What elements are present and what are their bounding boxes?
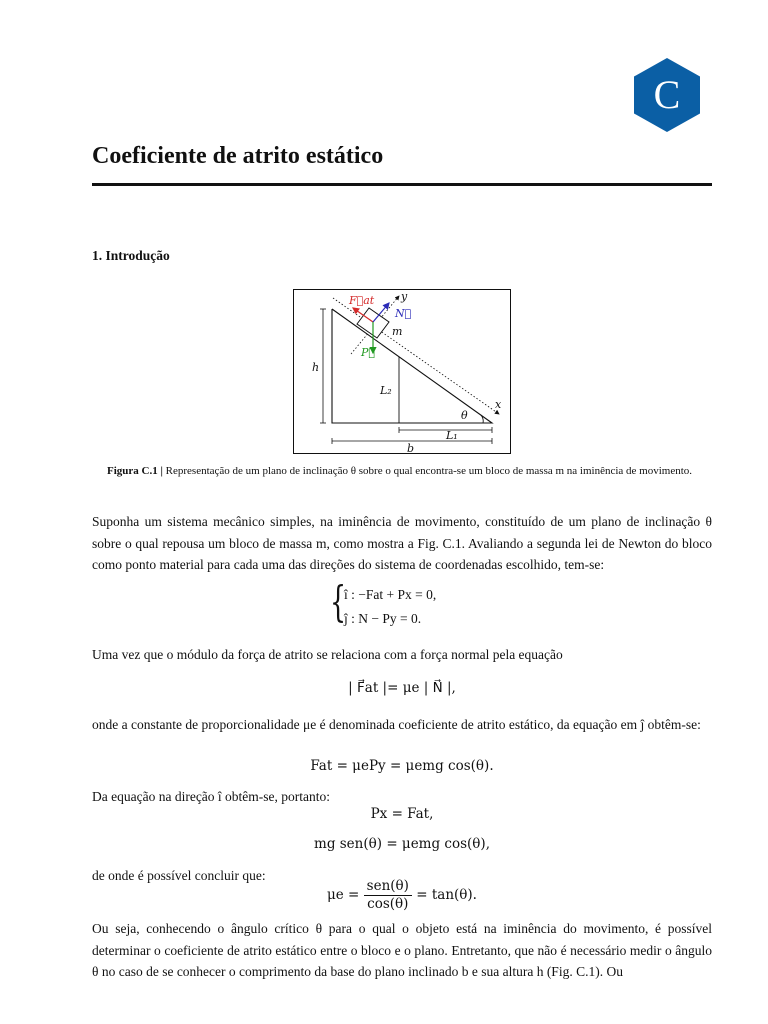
- mu-right: = tan(θ).: [416, 887, 477, 903]
- mu-fraction: [364, 878, 412, 913]
- paragraph-3: onde a constante de proporcionalidade μe é denominada coeficiente de atrito estático, da equação em ĵ obtêm-se:: [92, 717, 701, 732]
- chapter-letter: C: [653, 72, 681, 117]
- paragraph-5: de onde é possível concluir que:: [92, 868, 266, 883]
- label-b: b: [407, 442, 415, 454]
- equation-mg: mg sen(θ) = μemg cos(θ),: [314, 836, 490, 852]
- mu-numerator: sen(θ): [364, 878, 412, 896]
- mu-denominator: cos(θ): [367, 896, 409, 912]
- equation-fat: Fat = μePy = μemg cos(θ).: [310, 758, 494, 774]
- equation-abs: | F⃗at |= μe | N⃗ |,: [348, 680, 456, 696]
- label-l2: L₂: [380, 384, 392, 397]
- section-heading: 1. Introdução: [92, 248, 170, 263]
- label-m: m: [392, 325, 403, 338]
- mu-left: μe =: [327, 887, 360, 903]
- equation-i: î : −Fat + Px = 0,: [344, 587, 437, 602]
- label-x: x: [495, 398, 502, 411]
- x-axis: [333, 298, 499, 414]
- caption-label: Figura C.1 |: [107, 465, 163, 477]
- page-title: Coeficiente de atrito estático: [92, 143, 384, 169]
- figure-caption: [107, 464, 702, 479]
- equation-j: ĵ : N − Py = 0.: [344, 611, 422, 626]
- inclined-plane: [332, 309, 492, 423]
- label-l1: L₁: [446, 429, 458, 442]
- paragraph-6: Ou seja, conhecendo o ângulo crítico θ para o qual o objeto está na iminência do movimento, é possível determinar o coeficiente de atrito estático entre o bloco e o plano. Entretanto, que não é necessário medir o ângulo θ no caso de se conhecer o comprimento da base do plano inclinado b e sua altura h (Fig. C.1). Ou: [92, 921, 712, 979]
- caption-text: Representação de um plano de inclinação θ sobre o qual encontra-se um bloco de massa m na iminência de movimento.: [162, 465, 693, 477]
- brace: {: [330, 577, 347, 626]
- equation-mu: [92, 878, 712, 913]
- label-fat: F⃗at: [349, 294, 375, 307]
- paragraph-1: Suponha um sistema mecânico simples, na iminência de movimento, constituído de um plano de inclinação θ sobre o qual repousa um bloco de massa m, como mostra a Fig. C.1. Avaliando a segunda lei de Newton do bloco como ponto material para cada uma das direções do sistema de coordenadas escolhido, tem-se:: [92, 514, 712, 572]
- label-n: N⃗: [395, 307, 412, 320]
- chapter-badge: [634, 58, 700, 132]
- paragraph-4: Da equação na direção î obtêm-se, portanto:: [92, 789, 331, 804]
- label-h: h: [312, 361, 320, 374]
- title-rule: [92, 183, 712, 186]
- paragraph-2: Uma vez que o módulo da força de atrito se relaciona com a força normal pela equação: [92, 647, 563, 662]
- equation-px: Px = Fat,: [370, 806, 434, 822]
- label-y: y: [401, 290, 408, 303]
- label-theta: θ: [461, 409, 468, 422]
- label-p: P⃗: [361, 346, 376, 359]
- inclined-plane-figure: [293, 289, 511, 454]
